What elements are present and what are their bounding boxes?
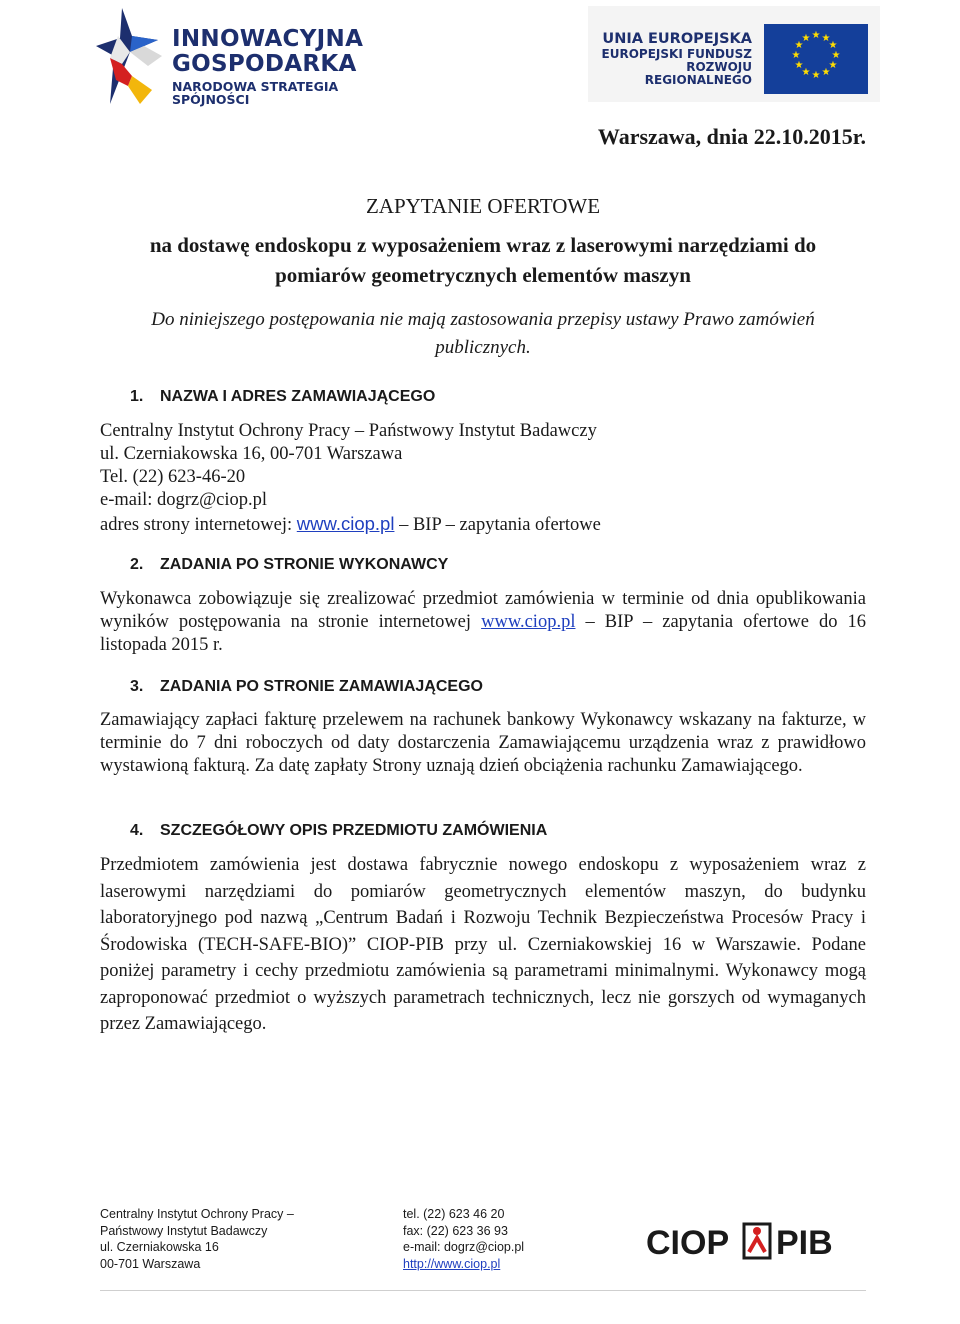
svg-text:★: ★ (791, 50, 801, 61)
org-email: e-mail: dogrz@ciop.pl (100, 490, 268, 510)
svg-text:★: ★ (821, 33, 831, 44)
section-4-body: Przedmiotem zamówienia jest dostawa fabrycznie nowego endoskopu z wyposażeniem wraz z laserowymi narzędziami do pomiarów geometrycznych elementów maszyn, do budynku laboratoryjnego pod nazwą „Centrum Badań i Rozwoju Technik Bezpieczeństwa Procesów Pracy i Środowiska (TECH-SAFE-BIO)” CIOP-PIB przy ul. Czerniakowskiej 16 w Warszawie. Podane poniżej parametry i cechy przedmiotu zamówienia są parametrami minimalnymi. Wykonawcy mogą zaproponować przedmiot o wyższych parametrach technicznych, lecz nie gorszych od wymaganych przez Zamawiającego. (100, 855, 866, 1034)
section-number: 2. (130, 556, 144, 573)
eu-logo-line-3: ROZWOJU REGIONALNEGO (644, 59, 752, 87)
section-1-heading (130, 388, 435, 406)
svg-text:★: ★ (831, 50, 841, 61)
org-street: ul. Czerniakowska 16, 00-701 Warszawa (100, 444, 403, 464)
website-link[interactable]: www.ciop.pl (296, 513, 395, 534)
footer-city: 00-701 Warszawa (100, 1256, 201, 1271)
section-1-body (100, 420, 866, 537)
logo-pib-text: PIB (776, 1224, 833, 1262)
section-number: 3. (130, 678, 144, 695)
section-title: NAZWA I ADRES ZAMAWIAJĄCEGO (160, 388, 436, 405)
footer-street: ul. Czerniakowska 16 (100, 1240, 219, 1254)
section-number: 1. (130, 388, 144, 405)
svg-text:★: ★ (794, 60, 804, 71)
logo-ciop-text: CIOP (646, 1224, 730, 1262)
section-2-heading (130, 556, 448, 574)
section-2-body (100, 588, 866, 657)
section-title: ZADANIA PO STRONIE ZAMAWIAJĄCEGO (160, 678, 483, 695)
svg-text:★: ★ (801, 67, 811, 78)
footer-address (100, 1206, 294, 1272)
footer-divider (100, 1290, 866, 1291)
section-3-heading (130, 678, 483, 696)
logo-line-1: INNOWACYJNA (172, 26, 364, 52)
section-title: ZADANIA PO STRONIE WYKONAWCY (160, 556, 449, 573)
subject-line-2: pomiarów geometrycznych elementów maszyn (275, 263, 691, 287)
section-3-body: Zamawiający zapłaci fakturę przelewem na rachunek bankowy Wykonawcy wskazany na fakturze, w terminie do 7 dni roboczych od daty dostarczenia Zamawiającemu urządzenia wraz z prawidłowo wystawioną fakturą. Za datę zapłaty Strony uznają dzień obciążenia rachunku Zamawiającego. (100, 710, 866, 776)
svg-text:★: ★ (801, 33, 811, 44)
logo-line-3: NARODOWA STRATEGIA SPÓJNOŚCI (172, 79, 339, 107)
section-title: SZCZEGÓŁOWY OPIS PRZEDMIOTU ZAMÓWIENIA (160, 822, 548, 839)
section-4-heading (130, 822, 547, 840)
footer-org-line-2: Państwowy Instytut Badawczy (100, 1223, 268, 1238)
section-2-text-end: – BIP – zapytania ofertowe do 16 listopada 2015 r. (100, 612, 866, 655)
website-link[interactable]: www.ciop.pl (481, 612, 576, 632)
legal-note-line-1: Do niniejszego postępowania nie mają zastosowania przepisy ustawy Prawo zamówień (151, 309, 815, 330)
innovative-economy-mark-icon (92, 6, 164, 106)
footer-phone: tel. (22) 623 46 20 (403, 1207, 505, 1221)
org-website (100, 512, 866, 537)
svg-text:★: ★ (828, 60, 838, 71)
svg-text:★: ★ (794, 40, 804, 51)
svg-text:★: ★ (811, 30, 821, 41)
section-number: 4. (130, 822, 144, 839)
footer-contact (403, 1206, 524, 1272)
eu-logo-line-2: EUROPEJSKI FUNDUSZ (601, 46, 752, 61)
footer-org-line-1: Centralny Instytut Ochrony Pracy – (100, 1207, 294, 1221)
eu-flag-icon (764, 24, 868, 94)
legal-note (100, 306, 866, 362)
ciop-pib-logo-icon (646, 1220, 864, 1262)
svg-text:★: ★ (811, 70, 821, 81)
org-name: Centralny Instytut Ochrony Pracy – Państwowy Instytut Badawczy (100, 421, 597, 441)
footer-email: e-mail: dogrz@ciop.pl (403, 1240, 525, 1254)
org-phone: Tel. (22) 623-46-20 (100, 467, 246, 487)
eu-logo-line-1: UNIA EUROPEJSKA (602, 31, 752, 47)
footer-fax: fax: (22) 623 36 93 (403, 1223, 508, 1238)
date-line: Warszawa, dnia 22.10.2015r. (597, 124, 866, 149)
innowacyjna-gospodarka-logo (92, 6, 392, 106)
eu-fund-logo (588, 6, 880, 102)
svg-text:★: ★ (821, 67, 831, 78)
logo-line-2: GOSPODARKA (172, 51, 357, 77)
website-suffix: – BIP – zapytania ofertowe (394, 515, 601, 535)
document-subject (100, 230, 866, 290)
legal-note-line-2: publicznych. (435, 337, 531, 358)
document-title: ZAPYTANIE OFERTOWE (365, 194, 601, 218)
website-label: adres strony internetowej: (100, 515, 297, 535)
section-2-text: Wykonawca zobowiązuje się zrealizować przedmiot zamówienia w terminie od dnia opublikowania wyników postępowania na stronie internetowej (100, 589, 866, 632)
subject-line-1: na dostawę endoskopu z wyposażeniem wraz z laserowymi narzędziami do (149, 233, 817, 257)
footer-url-link[interactable]: http://www.ciop.pl (403, 1256, 501, 1271)
svg-text:★: ★ (828, 40, 838, 51)
